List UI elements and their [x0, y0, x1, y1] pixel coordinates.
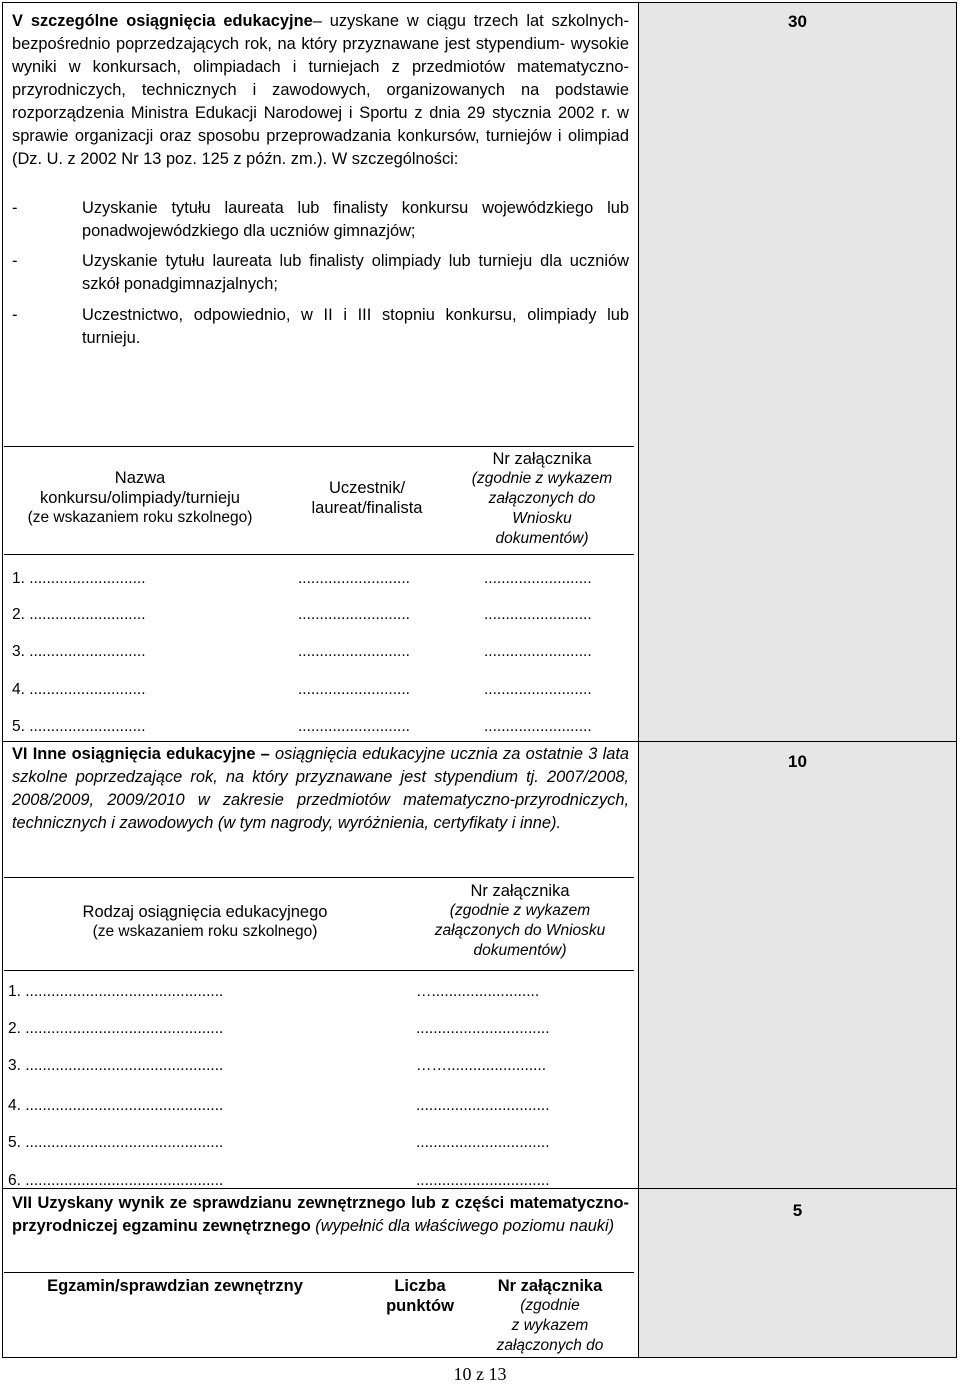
table-7-col1-header: Egzamin/sprawdzian zewnętrzny: [47, 1277, 303, 1295]
table-5-col3-header: Nr załącznika (zgodnie z wykazem załączonych do Wniosku dokumentów): [471, 450, 613, 547]
section-5-heading: V szczególne osiągnięcia edukacyjne: [12, 12, 313, 30]
table-7-col3-header: Nr załącznika (zgodnie z wykazem załączonych do: [496, 1277, 604, 1354]
section-7-note: (wypełnić dla właściwego poziomu nauki): [315, 1217, 615, 1235]
table-6-col1-header: Rodzaj osiągnięcia edukacyjnego (ze wskazaniem roku szkolnego): [82, 903, 328, 940]
column-divider: [638, 2, 639, 1358]
section-7-heading: VII Uzyskany wynik ze sprawdzianu zewnętrznego lub z części matematyczno-przyrodniczej egzaminu zewnętrznego: [12, 1194, 629, 1235]
table-5-col1-header: Nazwa konkursu/olimpiady/turnieju (ze wskazaniem roku szkolnego): [27, 469, 253, 526]
table-7-col2-header: Liczba punktów: [386, 1277, 454, 1315]
bullet-2: - Uzyskanie tytułu laureata lub finalisty olimpiady lub turnieju dla uczniów szkół ponadgimnazjalnych;: [12, 252, 629, 293]
section-6-intro: VI Inne osiągnięcia edukacyjne – osiągnięcia edukacyjne ucznia za ostatnie 3 lata szkolne poprzedzające rok, na który przyznawane jest stypendium tj. 2007/2008, 2008/2009, 2009/2010 w zakresie przedmiotów matematyczno-przyrodniczych, technicznych i zawodowych (w tym nagrody, wyróżnienia, certyfikaty i inne).: [12, 745, 629, 832]
table-6-col2-header: Nr załącznika (zgodnie z wykazem załączonych do Wniosku dokumentów): [434, 882, 606, 959]
table-5-header-border: [4, 554, 634, 555]
score-section-7: 5: [792, 1201, 803, 1220]
table-5-col2-header: Uczestnik/ laureat/finalista: [311, 479, 423, 517]
table-5-top-border: [4, 446, 634, 447]
section-5-text: – uzyskane w ciągu trzech lat szkolnych- bezpośrednio poprzedzających rok, na który przyznawane jest stypendium- wysokie wyniki w konkursach, olimpiadach i turniejach z przedmiotów matematyczno- przyrodniczych, technicznych i zawodowych, organizowanych na podstawie rozporządzenia Ministra Edukacji Narodowej i Sportu z dnia 29 stycznia 2002 r. w sprawie organizacji oraz sposobu przeprowadzania konkursów, turniejów i olimpiad (Dz. U. z 2002 Nr 13 poz. 125 z późn. zm.). W szczególności:: [12, 12, 629, 168]
score-section-5: 30: [788, 12, 807, 31]
table-6-header-border: [4, 970, 634, 971]
section-6-heading: VI Inne osiągnięcia edukacyjne: [12, 745, 256, 763]
bullet-3: - Uczestnictwo, odpowiednio, w II i III stopniu konkursu, olimpiady lub turnieju.: [12, 306, 629, 347]
table-6-top-border: [4, 877, 634, 878]
row-divider-6: [2, 741, 957, 742]
score-section-6: 10: [788, 752, 807, 771]
section-5-intro: [12, 10, 629, 171]
section-7-intro: [12, 1192, 629, 1238]
section-6-text: osiągnięcia edukacyjne ucznia za ostatnie 3 lata szkolne poprzedzające rok, na który przyznawane jest stypendium tj. 2007/2008, 2008/2009, 2009/2010 w zakresie przedmiotów matematyczno-przyrodniczych, technicznych i zawodowych (w tym nagrody, wyróżnienia, certyfikaty i inne).: [12, 745, 629, 832]
bullet-1: - Uzyskanie tytułu laureata lub finalisty konkursu wojewódzkiego lub ponadwojewódzkiego dla uczniów gimnazjów;: [12, 199, 629, 240]
page-number: 10 z 13: [453, 1364, 507, 1384]
table-7-top-border: [4, 1272, 634, 1273]
